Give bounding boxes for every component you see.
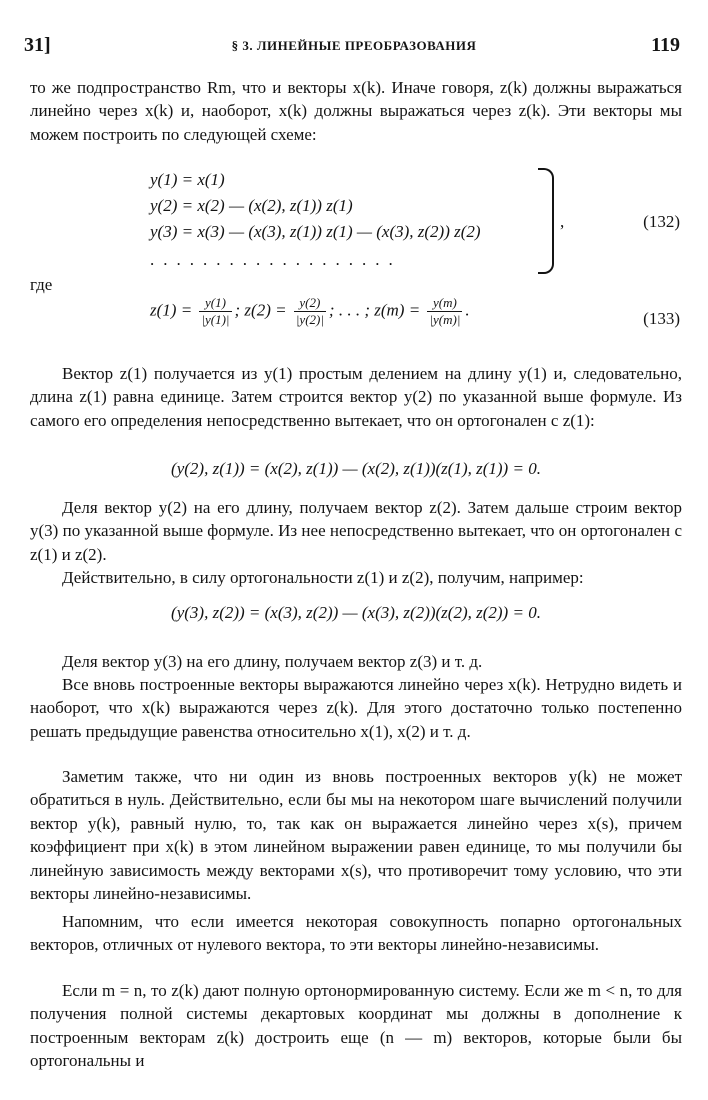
equation-number-133: (133)	[643, 309, 680, 328]
paragraph-7: Напомним, что если имеется некоторая совокупность попарно ортогональных векторов, отличных от нулевого вектора, то эти векторы линейно-независимы.	[30, 912, 682, 955]
equation-line-3: y(3) = x(3) — (x(3), z(1)) z(1) — (x(3), z(2)) z(2)	[150, 222, 481, 241]
equation-orthogonality-1: (y(2), z(1)) = (x(2), z(1)) — (x(2), z(1))(z(1), z(1)) = 0.	[171, 459, 541, 478]
paragraph-8: Если m = n, то z(k) дают полную ортонормированную систему. Если же m < n, то для получения полной системы декартовых координат мы должны в дополнение к построенным векторам z(k) достроить еще (n — m) векторов, которые были бы ортогональны и	[30, 981, 682, 1071]
paragraph-5: Все вновь построенные векторы выражаются линейно через x(k). Нетрудно видеть и наоборот, что x(k) выражаются через z(k). Для этого достаточно только постепенно решать предыдущие равенства относительно x(1), x(2) и т. д.	[30, 675, 682, 741]
equation-line-1: y(1) = x(1)	[150, 170, 225, 189]
fraction-3-numerator: y(m)	[427, 295, 462, 312]
paragraph-6: Заметим также, что ни один из вновь построенных векторов y(k) не может обратиться в нуль. Действительно, если бы мы на некотором шаге вычислений получили вектор y(k), равный нулю, то, так как он выражается линейно через x(s), причем коэффициент при x(k) в этом линейном выражении равен единице, то мы получили бы линейную зависимость между векторами x(s), что противоречит тому условию, что эти векторы линейно-независимы.	[30, 767, 682, 904]
equation-ellipsis: ...................	[150, 250, 402, 269]
system-comma: ,	[560, 212, 565, 231]
fraction-1-denominator: |y(1)|	[201, 312, 230, 327]
fraction-2-numerator: y(2)	[294, 295, 326, 312]
eq133-lhs-2: z(2) =	[244, 300, 287, 320]
equation-number-132: (132)	[643, 212, 680, 231]
paragraph-1: Вектор z(1) получается из y(1) простым делением на длину y(1) и, следовательно, длина z(1) равна единице. Затем строится вектор y(2) по указанной выше формуле. Из самого его определения непосредственно вытекает, что он ортогонален с z(1):	[30, 364, 682, 430]
right-brace	[538, 168, 554, 274]
fraction-3	[427, 295, 462, 328]
fraction-1-numerator: y(1)	[199, 295, 231, 312]
eq133-sep-2: ; . . . ;	[328, 300, 370, 320]
fraction-3-denominator: |y(m)|	[429, 312, 461, 327]
equation-system-132	[150, 170, 560, 275]
eq133-lhs-1: z(1) =	[150, 300, 193, 320]
eq133-lhs-3: z(m) =	[374, 300, 421, 320]
equation-line-2: y(2) = x(2) — (x(2), z(1)) z(1)	[150, 196, 353, 215]
fraction-1	[199, 295, 231, 328]
paragraph-4: Деля вектор y(3) на его длину, получаем вектор z(3) и т. д.	[62, 652, 483, 671]
section-number: 31]	[24, 34, 51, 56]
paragraph-intro: то же подпространство Rm, что и векторы x(k). Иначе говоря, z(k) должны выражаться линейно через x(k) и, наоборот, x(k) должны выражаться через z(k). Эти векторы мы можем построить по следующей схеме:	[30, 78, 682, 144]
paragraph-2: Деля вектор y(2) на его длину, получаем вектор z(2). Затем дальше строим вектор y(3) по указанной выше формуле. Из нее непосредственно вытекает, что он ортогонален с z(1) и z(2).	[30, 498, 682, 564]
eq133-sep-1: ;	[234, 300, 241, 320]
equation-orthogonality-2: (y(3), z(2)) = (x(3), z(2)) — (x(3), z(2))(z(2), z(2)) = 0.	[171, 603, 541, 622]
fraction-2	[294, 295, 326, 328]
word-where: где	[30, 275, 53, 294]
running-title: § 3. ЛИНЕЙНЫЕ ПРЕОБРАЗОВАНИЯ	[231, 38, 477, 53]
eq133-sep-3: .	[465, 300, 470, 320]
page-header	[24, 34, 684, 60]
page-number: 119	[651, 34, 680, 56]
equation-133	[150, 295, 610, 345]
paragraph-3: Действительно, в силу ортогональности z(1) и z(2), получим, например:	[62, 568, 584, 587]
fraction-2-denominator: |y(2)|	[295, 312, 324, 327]
